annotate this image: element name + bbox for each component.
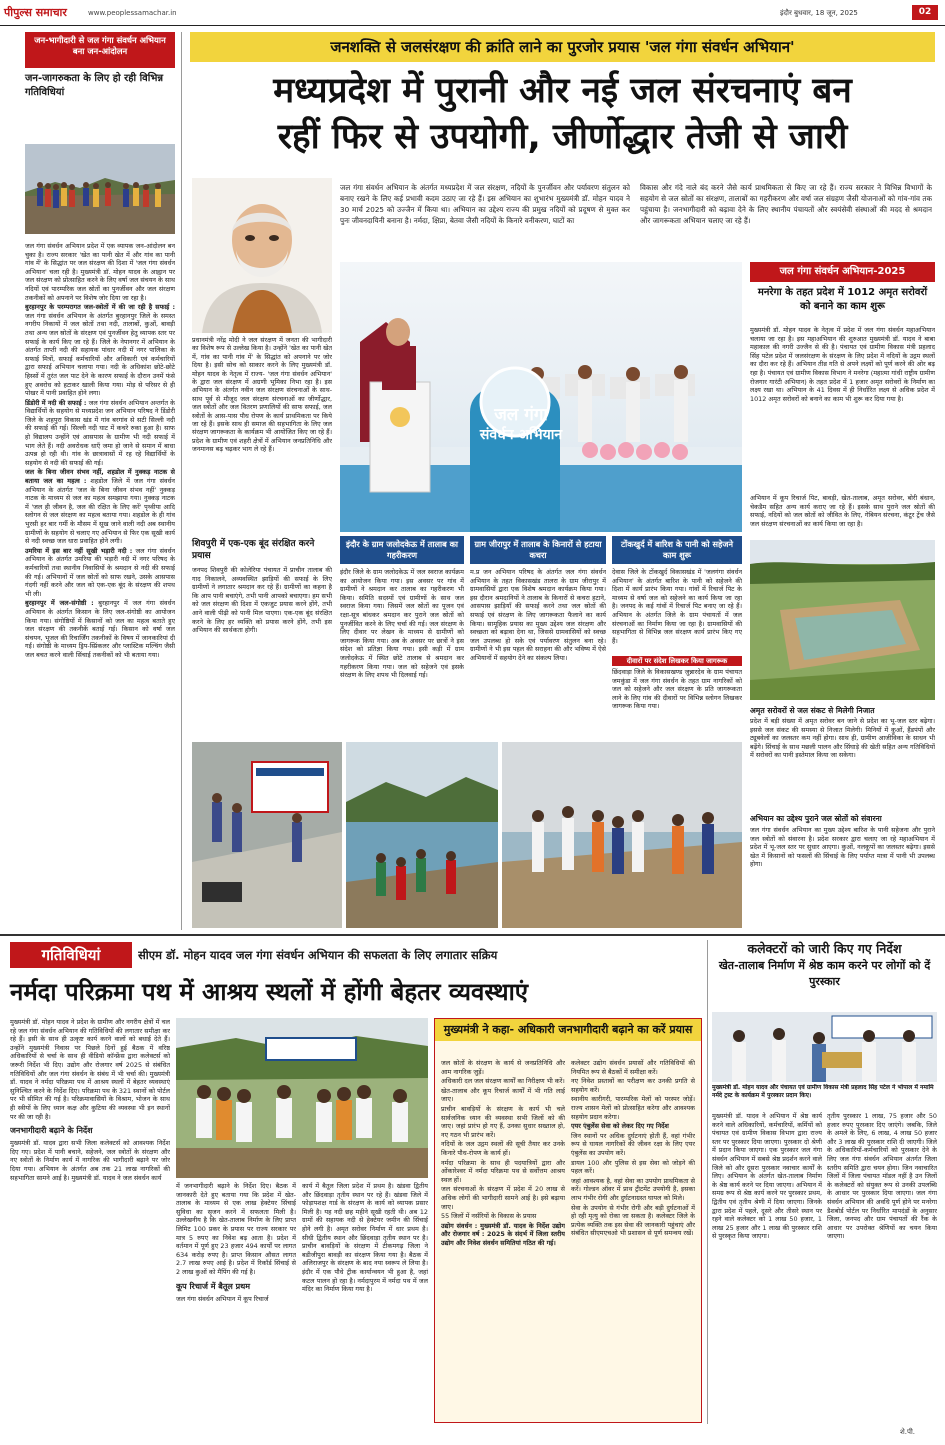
shivpuri-story	[192, 538, 332, 734]
collectors-title: कलेक्टरों को जारी किए गए निर्देश	[747, 941, 902, 956]
event-banner-line1: जल गंगा	[494, 405, 548, 425]
right-column	[750, 262, 935, 930]
main-headline-line1: मध्यप्रदेश में पुरानी और नई जल संरचनाएं बन	[273, 71, 852, 111]
cm-box-left-item: नदियों के जल उद्गम स्थलों की सूची तैयार कर उनके किनारे पौध-रोपण के कार्य हों।	[441, 1140, 565, 1157]
cm-box-right-item: नए निवेश प्रस्तावों का परीक्षण कर उनकी प्रगति से सहयोग करें।	[571, 1077, 695, 1094]
main-headline	[190, 68, 935, 178]
brand-logo: पीपुल्स समाचार	[4, 6, 67, 19]
sidebar-s2-title: डिंडोरी में नदी की सफाई :	[25, 398, 87, 407]
top-banner-text: जनशक्ति से जलसंरक्षण की क्रांति लाने का पुरजोर प्रयास 'जल गंगा संवर्धन अभियान'	[330, 38, 795, 56]
intro-col-1: जल गंगा संवर्धन अभियान के अंतर्गत मध्यप्रदेश में जल संरक्षण, नदियों के पुनर्जीवन और पर्यावरण संतुलन को बनाए रखने के लिए कई प्रभावी कदम उठाए जा रहे हैं। इस अभियान का शुभारंभ मुख्यमंत्री डॉ. मोहन यादव ने 30 मार्च 2025 को उज्जैन में किया था। अभियान का उद्देश्य राज्य की प्रमुख नदियों को प्रदूषण से मुक्त कर पुनः जीवनदायिनी बनाना है। नर्मदा, क्षिप्रा, बेतवा जैसी नदियों के किनारे वनीकरण, घाटों का	[340, 183, 630, 225]
pm-column: प्रधानमंत्री नरेंद्र मोदी ने जल संरक्षण में जनता की भागीदारी का विशेष रूप से उल्लेख किया है। उन्होंने 'खेत का पानी खेत में, गांव का पानी गांव में' के सिद्धांत को अपनाने पर जोर दिया है। इसी सोच को साकार करने के लिए मुख्यमंत्री डॉ. मोहन यादव के नेतृत्व में राज्य- 'जल गंगा संवर्धन अभियान' के द्वारा जल संरक्षण में अग्रणी भूमिका निभा रहा है। इस अभियान के अंतर्गत नवीन जल संरक्षण संरचनाओं के साथ-साथ पूर्व से मौजूद जल संरक्षण संरचनाओं का जीर्णोद्धार, जल स्त्रोतों और जल वितरण प्रणालियों की साफ सफाई, जल स्त्रोतों के आस-पास पौध रोपण के कार्य प्राथमिकता पर किये जा रहे हैं। इसके साथ ही समाज की सहभागिता के लिए जल संरक्षण जागरूकता के कार्यक्रम भी आयोजित किए जा रहे हैं। प्रदेश के ग्रामीण एवं शहरी क्षेत्रों में अभियान जनप्रतिनिधि और जनमानस बढ़ चढ़कर भाग ले रहे हैं।	[192, 336, 332, 454]
gatividhiyan-col1	[10, 1018, 170, 1423]
cm-box-right-item: सेवा के उपयोग से गंभीर रोगी और बड़ी दुर्घटनाओं में हो रही मृत्यु को रोका जा सकता है। कलेक्टर जिले के प्रत्येक व्यक्ति तक इस सेवा की जानकारी पहुंचाएं और संबंधित सीएमएचओ भी प्रशासन से पूर्ण समन्वय रखें।	[571, 1203, 695, 1238]
gatividhiyan-tag: गतिविधियां	[10, 942, 132, 968]
photo-strip-3	[502, 742, 742, 928]
page-number: 02	[912, 5, 938, 20]
sidebar-s1-title: बुरहानपुर के परम्परागत जल-स्त्रोतों में की जा रही है सफाई :	[25, 303, 175, 312]
sidebar-s3-text: शहडोल जिले में जल गंगा संवर्धन अभियान के अंतर्गत 'जल के बिना जीवन संभव नहीं' नुक्कड़ नाटक के माध्यम से जल का महत्व समझाया गया। नुक्कड़ नाटक में 'जल ही जीवन है, जल की रक्षित के लिए करें' पृथ्वीया आदि स्लोगन से जल संरक्षण का महत्व बताया गया। शहडोल के ही गांव भुरसी हर बार गर्मी के मौसम में सूख जाने वाली नदी अब स्थानीय ग्रामीणों के सहयोग से चलाए गए अभियान से फिर एक सूखी कार्य से नदी स्वच्छ जल धारा प्रवाहित होने लगी।	[25, 477, 175, 546]
right-column-sub2: अभियान का उद्देश्य पुराने जल स्रोतों को संवारना	[750, 814, 882, 823]
sidebar-divider	[181, 32, 182, 930]
gatividhiyan-kicker: सीएम डॉ. मोहन यादव जल गंगा संवर्धन अभियान की सफलता के लिए लगातार सक्रिय	[138, 948, 498, 962]
cm-box-right-item: डायल 100 और पुलिस से इस सेवा को जोड़ने की पहल करें।	[571, 1158, 695, 1176]
sidebar-s5-text: बुरहानपुर में जल गंगा संवर्धन अभियान के अंतर्गत किसान के लिए जल-संगोष्ठी का आयोजन किया गया। संगोष्ठियों में किसानों को जल का महत्व बताते हुए जल संरक्षण की तकनीकें बताई गई। किसान को वर्षा जल संचयन, भूजल की रिचार्जिंग तकनीकों के विषय में जानकारियां दी गईं। संगोष्ठी के माध्यम ड्रिप-स्प्रिंकलर और प्लास्टिक मल्चिंग जैसी जल बचत करने वाली सिंचाई तकनीकों को भी बताया गया।	[25, 599, 175, 659]
sidebar-s4-text: जल गंगा संवर्धन अभियान के अंतर्गत उमरिया की भड़ारी नदी में नगर परिषद के कर्मचारियों तथा स्थानीय निवासियों के श्रमदान से नदी की सफाई की गई। अभियानों में जल स्रोतों को साफ रखने, उसके आसपास गंदगी नहीं करने और जल को एक-एक बूंद के संरक्षण की शपथ भी ली।	[25, 546, 175, 598]
cm-box-left-item: प्राचीन बावड़ियों के संरक्षण के कार्य भी चले सार्वजनिक ध्यान की व्यवस्था सभी जिलों को की जाए। जहां प्रारंभ हो गए हैं, उनका सुधार सख्ताल हो, नए गठन भी प्रारंभ करें।	[441, 1104, 565, 1139]
pm-portrait	[192, 178, 332, 333]
dateline: इंदौर बुधवार, 18 जून, 2025	[780, 9, 858, 17]
event-photo	[340, 262, 742, 532]
gatividhiyan-col2b-text: जल गंगा संवर्धन अभियान में कूप रिचार्ज	[176, 1294, 269, 1303]
cm-box-left-item: नर्मदा परिक्रमा के साथ ही पदयात्रियों द्वारा और ओंकारेश्वर में नर्मदा परिक्रमा पथ से सर्वोत्तम आश्रय स्थल हों।	[441, 1158, 565, 1184]
cm-box-title: मुख्यमंत्री ने कहा- अधिकारी जनभागीदारी बढ़ाने का करें प्रयास	[435, 1019, 701, 1041]
sidebar-s4-title: उमरिया में इस बार नहीं सूखी भड़ारी नदी :	[25, 546, 133, 555]
jeerapur-text: म.प्र जन अभियान परिषद के अंतर्गत जल गंगा संवर्धन अभियान के तहत विकासखंड तालरा के ग्राम जीरापुर में ग्रामवासियों द्वारा एक विशेष श्रमदान कार्यक्रम किया गया। इस दौरान श्रमदानियों ने तालाब के किनारों से कचरा हटाने, आसपास झाड़ियाँ की सफाई करने तथा जल स्रोतों की सफाई एवं संरक्षण के लिए जागरूकता फैलाने का कार्य किया। सामूहिक प्रयास का मुख्य उद्देश्य जल संरक्षण और स्वच्छता को बढ़ावा देना था, जिससे ग्रामवासियों को स्वच्छ जल उपलब्ध हो सके एवं पर्यावरण संतुलन बना रहे। ग्रामीणों ने भी इस पहल की सराहना की और भविष्य में ऐसे अभियानों में सहयोग देने का संकल्प लिया।	[470, 568, 606, 662]
collectors-section	[712, 940, 937, 1424]
photo-strip-1	[192, 742, 342, 928]
cm-box-left	[441, 1059, 565, 1417]
tonk-text: देवास जिले के टोंकखुर्द विकासखंड में 'जलगंगा संवर्धन अभियान' के अंतर्गत बारिश के पानी को सहेजने की दिशा में कार्य प्रारंभ किया गया। गांवों में रिचार्ज पिट के माध्यम से वर्षा जल को सहेजने का कार्य किया जा रहा है। जनपद के कई गांवों में रिचार्ज पिट बनाए जा रहे हैं। अभियान के अंतर्गत जिले के ग्राम पंचायतों में जल संरचनाओं का निर्माण किया जा रहा है। ग्रामवासियों की सहभागिता से विभिन्न जल संरक्षण कार्य प्रारंभ किए गए हैं।	[612, 568, 742, 645]
sidebar-s1-text: जल गंगा संवर्धन अभियान के अंतर्गत बुरहानपुर जिले के समस्त नगरीय निकायों में जल स्रोतों तथा नदी, तालाबों, कुओं, बावड़ी तथा अन्य जल स्रोतों के संरक्षण एवं पुनर्जीवन हेतु व्यापक स्तर पर सफाई के कार्य किए जा रहे हैं। जिले के नेपानगर में अभियान के अंतर्गत ताप्ती नदी की सहायक पांधार नदी में नगर पालिका के सफाई मित्रों, सफाई कर्मचारियों और अधिकारी एवं कर्मचारियों द्वारा सफाई अभियान चलाया गया। नदी के अधिकांश छोटे-छोटे हिस्सों में तुरंत जल पाट देने के कारण सफाई के दौरान उनमें फंसे हुए अवरोध को हटाकर खाली किया गया। मोड़ से परिसर से ही पोखर में पानी प्रवाहित होने लगा।	[25, 311, 175, 398]
shivpuri-text: जनपद शिवपुरी की कोलेरिया पंचायत में प्राचीन तालाब की गाद निकालने, अव्यवस्थित झाड़ियों की सफाई के लिए ग्रामीणों ने लगातार श्रमदान कर रहे हैं। ग्रामीणों का कहना है कि आप पानी बचाएंगे, तभी पानी आपको बचाएगा। हम सभी को जल संरक्षण की दिशा में एकजुट प्रयास करने होंगे, तभी आने वाली पीढ़ी को पानी मिल पाएगा। एक-एक बूंद संरक्षित करने के लिए हर व्यक्ति को प्रयास करने होंगे, तभी इस अभियान की सार्थकता होगी।	[192, 566, 332, 635]
section-divider	[0, 934, 945, 936]
cm-box-left-item: अधिकारी दल जल संरक्षण कार्यों का निरीक्षण भी करें।	[441, 1077, 565, 1086]
left-sidebar	[25, 32, 175, 930]
cm-box-right-item: कलेक्टर उद्योग संवर्धन प्रयासों और गतिविधियों की नियमित रूप से बैठकों में समीक्षा करें।	[571, 1059, 695, 1076]
jeerapur-story	[470, 536, 606, 732]
right-column-sub1: अमृत सरोवरों से जल संकट से मिलेगी निजात	[750, 706, 875, 715]
collectors-photo	[712, 1012, 937, 1082]
sidebar-header	[25, 32, 175, 68]
right-column-text1: मुख्यमंत्री डॉ. मोहन यादव के नेतृत्व में प्रदेश में जल गंगा संवर्धन महाअभियान चलाया जा रहा है। इस महाअभियान की शुरुआत मुख्यमंत्री डॉ. यादव ने बाबा महाकाल की नगरी उज्जैन से की है। पंचायत एवं ग्रामीण विकास मंत्री प्रहलाद सिंह पटेल प्रदेश में जलसंरक्षण के संरक्षण के लिए प्रदेश में नदियों के उद्गम स्थलों का दौरा कर रहे हैं। अभियान तीव्र गति से अपने लक्ष्यों को पूर्ण करने की ओर बढ़ रहा है। पंचायत एवं ग्रामीण विकास विभाग ने मनरेगा (महात्मा गांधी राष्ट्रीय ग्रामीण रोजगार गारंटी अभियान) के तहत प्रदेश में 1 हजार अमृत सरोवरों के निर्माण का लक्ष्य रखा था। अभियान के 41 दिवस में ही निर्धारित लक्ष्य से अधिक प्रदेश में 1012 अमृत सरोवरों को बनाने का काम भी शुरू कर दिया गया है।	[750, 326, 935, 403]
sidebar-s3-title: जल के बिना जीवन संभव नहीं, शहडोल में नुक्कड़ नाटक से बताया जल का महत्व :	[25, 468, 175, 486]
cm-box-right-item: जिन स्थानों पर अधिक दुर्घटनाएं होती हैं, वहां गंभीर रूप से घायल नागरिकों की जीवन रक्षा के लिए एयर एंबुलेंस का उपयोग करें।	[571, 1131, 695, 1157]
right-column-text4: जल गंगा संवर्धन अभियान का मुख्य उद्देश्य बारिश के पानी सहेजना और पुराने जल स्त्रोतों को संवारना है। प्रदेश सरकार द्वारा चलाए जा रहे महाअभियान में प्रदेश में भू-जल स्तर पर सुधार आएगा। कुओं, नलकूपों का जलस्तर बढ़ेगा। इससे खेत में किसानों को फसलों की सिंचाई के लिए पर्याप्त मात्रा में पानी भी उपलब्ध होगा।	[750, 826, 935, 869]
right-column-header: जल गंगा संवर्धन अभियान-2025	[750, 262, 935, 282]
sidebar-s2-text: जल गंगा संवर्धन अभियान अन्तर्गत के विद्यार्थियों के सहयोग से मध्यप्रदेश जन अभियान परिषद ने डिंडोरी जिले के शहपुरा विकास खंड में गांव बरगांव से सटी सिल्ली नदी की सफाई की गई। सिल्ली नदी घाट में कचरे रुका हुआ है। साफ हो विद्यालय उन्होंने एवं आसपास के ग्रामीण भी नदी सफाई में भाग लेते हैं। नदी अवरोधक धाएँ जमा हो जाने से समान में बाधा उत्पन्न हो रही थी। गांव के छात्रावासों में रह रहे विद्यार्थियों के सहयोग से नदी की सफाई की गई।	[25, 398, 175, 467]
top-banner	[190, 32, 935, 62]
tonk-subhead: दीवारों पर संदेश लिखकर किया जागरूक	[612, 656, 742, 666]
indore-text: इंदौर जिले के ग्राम जलोदकेऊ में जल स्वराज कार्यक्रम का आयोजन किया गया। इस अवसर पर गांव में ग्रामीणों ने श्रमदान कर तालाब का गहरीकरण भी किया। समिति सदस्यों एवं ग्रामीणों के साथ जल स्वराज किया गया। जिसमें जल स्रोतों का पूजन एवं रक्षा-सूत्र बांधकर श्रमदान कर पुराने जल स्रोतों को पुनर्जीवित करने के लिए चर्चा की गई। जल संरक्षण के लिए दीवार पर लेखन के माध्यम से ग्रामीणों को जागरूक किया गया। अब के अवसर पर छात्रों ने इस संदेश को प्रतिज्ञा किया गया। इसी कड़ी में ग्राम जलोदकेऊ में स्थित छोटे तालाब से श्रमदान कर गहरीकरण किया गया। जल को सहेजने एवं इसके संरक्षण के लिए शपथ भी दिलवाई गई।	[340, 568, 464, 680]
amrit-sarovar-photo	[750, 540, 935, 700]
cm-box-left-item: 55 जिलों में नर्सरियों के विकास के प्रयास	[441, 1212, 537, 1221]
collectors-col2: तृतीय पुरस्कार 1 लाख, 75 हजार और 50 हजार रुपए पुरस्कार दिए जाएंगे। जबकि, जिले के अमले के लिए, 6 लाख, 4 लाख 50 हजार और 3 लाख की पुरस्कार राशि दी जाएगी। जिले के अधिकारियों-कर्मचारियों को पुरस्कार देने के लिए जल गंगा संवर्धन अभियान अंतर्गत जिला स्तरीय समिति द्वारा चयन होगा। जिन नवाचारित जिलों में जिला पंचायत मॉडल नहीं है उन जिलों के कलेक्टरों को संयुक्त रूप से उनकी उपलब्धि के आधार पर पुरस्कार दिया जाएगा। जल गंगा संवर्धन अभियान की अवधि पूर्ण होने पर मनरेगा डैशबोर्ड पोर्टल पर निर्धारित मापदंडों के अनुसार जिला, जनपद और ग्राम पंचायतों की रैंक के आधार पर उपरोक्त श्रेणियों का चयन किया जाएगा।	[827, 1112, 937, 1241]
sidebar-header-text: जन-भागीदारी से जल गंगा संवर्धन अभियान बना जन-आंदोलन	[34, 35, 166, 56]
cm-box-left-item: खेत-तालाब और कूप रिचार्ज कार्यों में भी गति लाई जाए।	[441, 1086, 565, 1104]
main-headline-line2: रहीं फिर से उपयोगी, जीर्णोद्धार तेजी से जारी	[277, 117, 848, 157]
tonk-text2: छिंदवाड़ा जिले के विकासखण्ड जुन्नारदेव के ग्राम पंचायत जमकुंडा में जल गंगा संवर्धन के तहत ग्राम नागरिकों को जल को सहेजने और जल संरक्षण के प्रति जागरूकता लाने के लिए गांव की दीवारों पर विभिन्न स्लोगन लिखकर जागरूक किया गया।	[612, 668, 742, 711]
right-column-text2: अभियान में कूप रिचार्ज पिट, बावड़ी, खेत-तालाब, अमृत सरोवर, बोरी बंधान, चेकडैम सहित अन्य कार्य कराए जा रहे हैं। इसके साथ पुराने जल स्रोतों की सफाई, नदियों को जल स्रोतों को जीवित के लिए, गेबियन संरचना, कंटूर ट्रेंच जैसे जल संरक्षण संरचनाओं का कार्य किया जा रहा है।	[750, 494, 935, 528]
cm-box-right-item: जहां आवश्यक है, वहां सेवा का उपयोग प्राथमिकता से करें। गोल्डन ऑवर में प्राथ ट्रीटमेंट उपयोगी है, इसका लाभ गंभीर रोगी और दुर्घटनाग्रस्त घायल को मिले।	[571, 1176, 695, 1202]
cm-box-right-subhead: एयर एंबुलेंस सेवा को लेकर दिए गए निर्देश	[571, 1122, 669, 1131]
gatividhiyan-col1b-text: मुख्यमंत्री डॉ. यादव द्वारा सभी जिला कलेक्टर्स को आवश्यक निर्देश दिए गए। प्रदेश में पानी बचाने, सहेजने, जल स्त्रोतों के संरक्षण और नए स्त्रोतों के निर्माण कार्य में नागरिक की भागीदारी बढ़ाने पर जोर दिया गया। अभियान के अंतर्गत अब तक 21 लाख नागरिकों की सहभागिता सामने आई है। मुख्यमंत्री डॉ. यादव ने जल संवर्धन कार्य	[10, 1139, 170, 1182]
tonk-story	[612, 536, 742, 732]
event-banner-line2: संवर्धन अभियान	[479, 427, 563, 443]
footer-code: शे.पी.	[900, 1428, 915, 1436]
site-url: www.peoplessamachar.in	[88, 9, 177, 17]
gatividhiyan-col2-text: में जनभागीदारी बढ़ाने के निर्देश दिए। बैठक में जानकारी देते हुए बताया गया कि प्रदेश में खेत-तालाब के माध्यम से एक लाख हेक्टेयर सिंचाई सुविधा का सृजन करने में सफलता मिली है। उल्लेखनीय है कि खेत-तालाब निर्माण के लिए प्राप्त लिमिट 100 प्रकर के प्रयास पर राज्य सरकार पर मात्र 5 रुपए का निवेश बढ़ आता है। प्रदेश में वर्तमान में पूर्ण हुए 23 हजार 494 कार्यों पर लागत 634 करोड़ रुपए है। प्राप्त किसान औसत लागत 2.7 लाख रुपए आई है। प्रदेश में रिकॉर्ड सिंचाई से 2 लाख कुओं को मैपिंग की गई है।	[176, 1182, 296, 1276]
cm-box-right	[571, 1059, 695, 1417]
cm-box-footer: उद्योग संवर्धन : मुख्यमंत्री डॉ. यादव के निर्देश उद्योग और रोजगार वर्ष : 2025 के संदर्भ में जिला स्तरीय उद्योग और निवेश संवर्धन समितियां गठित की गई।	[441, 1221, 565, 1247]
sidebar-photo	[25, 144, 175, 234]
event-photo-banner	[466, 404, 576, 444]
collectors-divider	[707, 940, 708, 1424]
photo-strip-2	[346, 742, 498, 928]
cm-box-left-item: जल संरचनाओं के संरक्षण में प्रदेश में 20 लाख से अधिक लोगों की भागीदारी सामने आई है। इसे बढ़ाया जाए।	[441, 1185, 565, 1211]
cm-box-right-item: स्थानीय कारीगरी, पारम्परिक मेलों को परस्पर जोड़ें। राज्य शासन मेलों को प्रोत्साहित करेगा और आवश्यक सहयोग प्रदान करेगा।	[571, 1095, 695, 1121]
gatividhiyan-col2	[176, 1182, 296, 1423]
right-column-title: मनरेगा के तहत प्रदेश में 1012 अमृत सरोवरों को बनाने का काम शुरू	[757, 287, 928, 312]
jeerapur-title: ग्राम जीरापुर में तालाब के किनारों से हटाया कचरा	[470, 536, 606, 564]
gatividhiyan-col1-text: मुख्यमंत्री डॉ. मोहन यादव ने प्रदेश के ग्रामीण और नगरीय क्षेत्रों में चल रहे जल गंगा संवर्धन अभियान की गतिविधियों की लगातार समीक्षा कर रहे हैं। इसी के साथ ही उत्कृष्ट कार्य करने वालों को बधाई देते हैं। उन्होंने मुख्यमंत्री निवास पर पिछले दिनों हुई बैठक में वरिष्ठ अधिकारियों से चर्चा के साथ ही वीडियो कॉन्फ्रेंस द्वारा कलेक्टर्स को जरूरी निर्देश भी दिए। उद्योग और रोजगार वर्ष 2025 से संबंधित गतिविधियों और जल गंगा संवर्धन के संबंध में भी चर्चा की। मुख्यमंत्री डॉ. यादव ने नर्मदा परिक्रमा पथ में आश्रय स्थलों में बेहतर व्यवस्थाएं सुनिश्चित करने के निर्देश दिए। परिक्रमा पथ के 321 स्थानों को पोर्टल पर भी सीमित की गई है। परिक्रमावासियों के विश्राम, भोजन के साथ ही स्त्रीयों के लिए ध्यान कक्ष और कुटिया की व्यवस्था भी इन स्थानों पर की जा रही है।	[10, 1018, 170, 1121]
gatividhiyan-col1-subhead: जनभागीदारी बढ़ाने के निर्देश	[10, 1126, 93, 1136]
cm-box-left-item: जल स्रोतों के संरक्षण के कार्य से जनप्रतिनिधि और आम नागरिक जुड़ें।	[441, 1059, 565, 1076]
masthead	[0, 0, 945, 26]
sidebar-s5-title: बुरहानपुर में जल-संगोष्ठी :	[25, 599, 94, 608]
collectors-photo-caption: मुख्यमंत्री डॉ. मोहन यादव और पंचायत एवं ग्रामीण विकास मंत्री प्रहलाद सिंह पटेल ने भोपाल में नमामि नर्मदे ट्रस्ट के कार्यक्रम में पुरस्कार प्रदान किए।	[712, 1084, 934, 1099]
gatividhiyan-col2-subhead: कूप रिचार्ज में बैतूल प्रथम	[176, 1281, 251, 1291]
right-column-text3: प्रदेश में बड़ी संख्या में अमृत सरोवर बन जाने से प्रदेश का भू-जल स्तर बढ़ेगा। इससे जल संकट की समस्या से निजात मिलेगी। मिनियों में कुओं, हैंडपंपों और ट्यूबवेलों का जलस्तर कम नहीं होगा। साथ ही, ग्रामीण आजीविका के साधन भी बढ़ेंगे। सिंचाई के साथ मछली पालन और सिंघाड़े की खेती सहित अन्य गतिविधियों में सरोवरों का पानी इस्तेमाल किया जा सकेगा।	[750, 717, 935, 760]
shivpuri-title: शिवपुरी में एक-एक बूंद संरक्षित करने प्रयास	[192, 539, 315, 561]
collectors-subtitle: खेत-तालाब निर्माण में श्रेष्ठ काम करने पर लोगों को दें पुरस्कार	[718, 959, 931, 988]
tonk-title: टोंकखुर्द में बारिश के पानी को सहेजने काम शुरू	[612, 536, 742, 564]
gatividhiyan-photo	[176, 1018, 428, 1178]
gatividhiyan-col3: कार्य में बैतूल जिला प्रदेश में प्रथम है। खंडवा द्वितीय और छिंदवाड़ा तृतीय स्थान पर रहे हैं। खंडवा जिले में फोड़ापशक्ष गार्ड के संरक्षण के कार्य को व्यापक प्रसार मिली है। यह नदी छह महीने सूखी रहती थी। अब 12 ग्रामों की सहायक नदी से हेक्टेयर जमीन की सिंचाई होने लगी है। अमृत सरोवर निर्माण में धार प्रथम है। सीधी द्वितीय स्थान और छिंदवाड़ा तृतीय स्थान पर है। प्राचीन बावड़ियों के संरक्षण में टीकमगढ़ जिला ने बडीजीपुरा बावड़ी का संरक्षण किया गया है। बैठक में अलिराजपुर के संरक्षण के बाद नया स्वरूप ले लिया है। इंदौर में एक पौधे ट्रीक कार्यान्वयन भी हुआ है, जहां कटल पालन हो रहा है। नर्मदापुरम में नर्मदा पथ में जल मंदिर का निर्माण किया गया है।	[302, 1182, 428, 1294]
intro-col-2: विकास और गंदे नाले बंद करने जैसे कार्य प्राथमिकता से किए जा रहे हैं। राज्य सरकार ने विभिन्न विभागों के सहयोग से जल स्रोतों का संरक्षण, तालाबों का गहरीकरण और वर्षा जल संग्रहण जैसी योजनाओं को गांव-गांव तक पहुंचाया है। जनभागीदारी को बढ़ावा देने के लिए स्थानीय पंचायतों और स्वयंसेवी संस्थाओं की मदद से श्रमदान और जागरूकता अभियान चलाए जा रहे हैं।	[640, 183, 932, 225]
sidebar-subhead: जन-जागरुकता के लिए हो रही विभिन्न गतिविधियां	[25, 73, 164, 98]
gatividhiyan-headline: नर्मदा परिक्रमा पथ में आश्रय स्थलों में होंगी बेहतर व्यवस्थाएं	[10, 978, 529, 1006]
sidebar-body	[25, 242, 175, 930]
indore-title: इंदौर के ग्राम जलोदकेऊ में तालाब का गहरीकरण	[340, 536, 464, 564]
indore-story	[340, 536, 464, 732]
sidebar-intro: जल गंगा संवर्धन अभियान प्रदेश में एक व्यापक जन-आंदोलन बन चुका है। राज्य सरकार 'खेत का पानी खेत में और गांव का पानी गांव में' के सिद्धांत पर जल संरक्षण की दिशा में 'जल गंगा संवर्धन अभियान' चला रही है। मुख्यमंत्री डॉ. मोहन यादव के आह्वान पर जल संरक्षण को प्रोत्साहित करने के लिए वर्षा जल संचयन के साथ नदियों एवं पारम्परिक जल स्रोतों का पुनर्जीवन और जल संरक्षण तकनीकों को अपनाने पर विशेष जोर दिया जा रहा है।	[25, 242, 175, 302]
collectors-col1: मुख्यमंत्री डॉ. यादव ने अभियान में श्रेष्ठ कार्य करने वाले अधिकारियों, कर्मचारियों, कर्मियों को पंचायत एवं ग्रामीण विकास विभाग द्वारा राज्य स्तर पर पुरस्कार दिया जाएगा। पुरस्कार दो श्रेणी में प्रदान किया जाएगा। एक पुरस्कार जल गंगा संवर्धन अभियान में सबसे श्रेष्ठ प्रदर्शन करने वाले जिले को और दूसरा पुरस्कार नवाचार कार्यों के लिए। अभियान के अंतर्गत खेत-तालाब निर्माण के श्रेष्ठ कार्य करने पर दिया जाएगा। अभियान में समग्र रूप से श्रेष्ठ कार्य करने पर पुरस्कार प्रथम, द्वितीय एवं तृतीय श्रेणी में दिया जाएगा। जिनके द्वारा प्रदेश में पहले, दूसरे और तीसरे स्थान पर रहने वाले कलेक्टर को 1 लाख 50 हजार, 1 लाख 25 हजार और 1 लाख की पुरस्कार राशि से पुरस्कृत किया जाएगा।	[712, 1112, 822, 1241]
cm-instructions-box	[434, 1018, 702, 1423]
